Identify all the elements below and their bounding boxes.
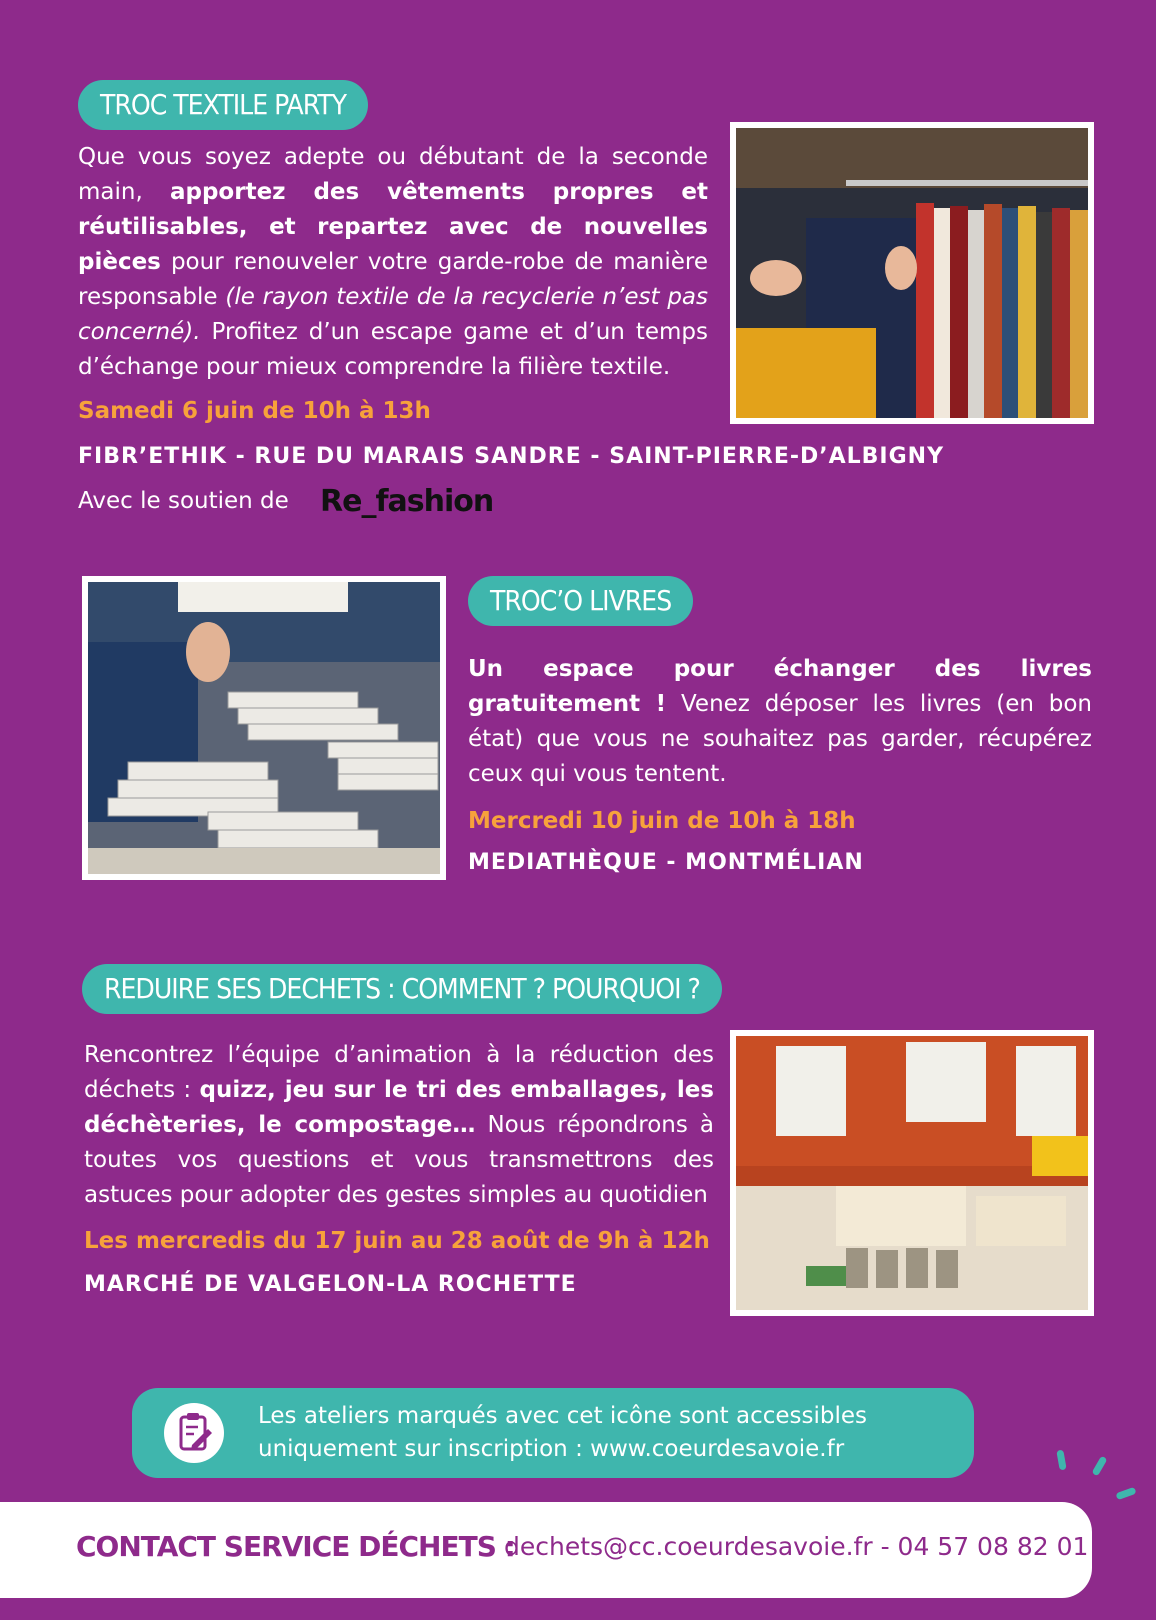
market-stand-photo: [730, 1030, 1094, 1316]
decorative-dash: [1091, 1456, 1107, 1477]
description-run: Profitez d’un escape game et d’un temps d’échange pour mieux comprendre la filière textile.: [78, 319, 708, 380]
event-description-troc-textile: [78, 140, 708, 385]
event-title-reduire-dechets: REDUIRE SES DECHETS : COMMENT ? POURQUOI ?: [82, 964, 722, 1014]
event-place-troco-livres: MEDIATHÈQUE - MONTMÉLIAN: [468, 850, 864, 875]
decorative-dash: [1115, 1487, 1136, 1500]
footer-title: CONTACT SERVICE DÉCHETS :: [76, 1530, 515, 1563]
refashion-logo: Re_fashion: [320, 484, 494, 519]
notice-line-2: uniquement sur inscription : www.coeurdesavoie.fr: [258, 1436, 845, 1462]
description-run: apportez des vêtements propres et réutilisables, et repartez avec de nouvelles pièces: [78, 179, 708, 275]
event-title-troc-textile: TROC TEXTILE PARTY: [78, 80, 368, 130]
notice-line-1: Les ateliers marqués avec cet icône sont accessibles: [258, 1403, 868, 1429]
footer-contact: dechets@cc.coeurdesavoie.fr - 04 57 08 82 01: [504, 1532, 1089, 1561]
clothes-rack-photo: [730, 122, 1094, 424]
description-run: pour renouveler votre garde-robe de manière responsable: [78, 249, 708, 310]
description-run: Rencontrez l’équipe d’animation à la réduction des déchets :: [84, 1042, 714, 1103]
event-date-reduire-dechets: Les mercredis du 17 juin au 28 août de 9h à 12h: [84, 1228, 710, 1254]
description-run: Un espace pour échanger des livres gratuitement !: [468, 656, 1092, 717]
event-title-troco-livres: TROC’O LIVRES: [468, 576, 693, 626]
event-date-troc-textile: Samedi 6 juin de 10h à 13h: [78, 398, 431, 424]
description-run: quizz, jeu sur le tri des emballages, les déchèteries, le compostage…: [84, 1077, 714, 1138]
event-date-troco-livres: Mercredi 10 juin de 10h à 18h: [468, 808, 856, 834]
event-place-reduire-dechets: MARCHÉ DE VALGELON-LA ROCHETTE: [84, 1272, 577, 1297]
decorative-dash: [1056, 1450, 1066, 1471]
description-run: Venez déposer les livres (en bon état) que vous ne souhaitez pas garder, récupérez ceux qui vous tentent.: [468, 691, 1092, 787]
description-run: (le rayon textile de la recyclerie n’est pas concerné).: [78, 284, 708, 345]
event-description-troco-livres: [468, 652, 1092, 792]
description-run: Nous répondrons à toutes vos questions et vous transmettrons des astuces pour adopter des gestes simples au quotidien: [84, 1112, 714, 1208]
books-photo: [82, 576, 446, 880]
description-run: Que vous soyez adepte ou débutant de la seconde main,: [78, 144, 708, 205]
clipboard-pen-icon: [164, 1403, 224, 1463]
support-label: Avec le soutien de: [78, 488, 289, 514]
event-place-troc-textile: FIBR’ETHIK - RUE DU MARAIS SANDRE - SAINT-PIERRE-D’ALBIGNY: [78, 444, 944, 469]
registration-notice: [132, 1388, 974, 1478]
contact-footer: [0, 1502, 1092, 1598]
event-description-reduire-dechets: [84, 1038, 714, 1213]
